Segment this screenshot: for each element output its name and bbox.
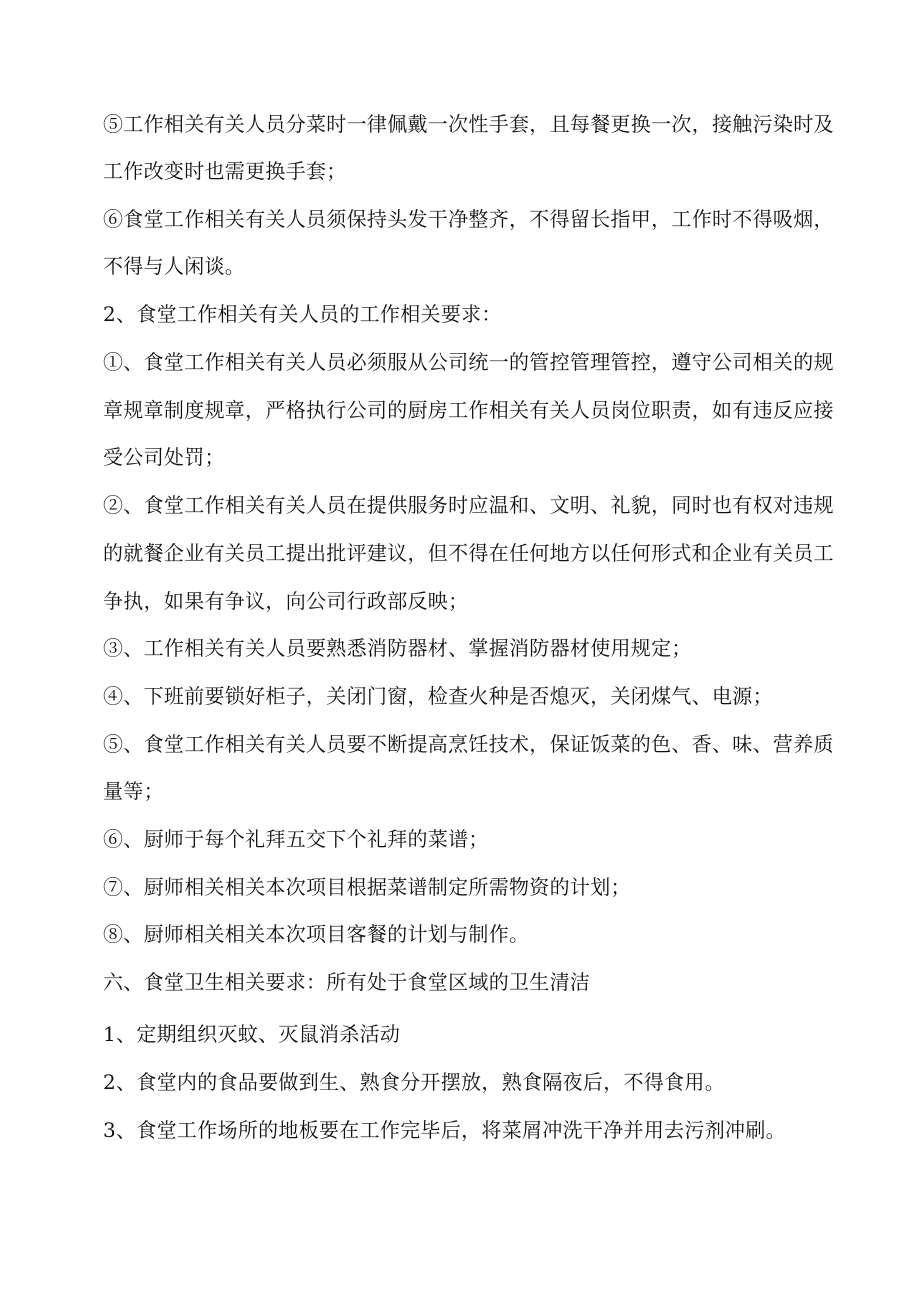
section-heading: 2、食堂工作相关有关人员的工作相关要求： xyxy=(103,302,502,326)
text-line: ④、下班前要锁好柜子，关闭门窗，检查火种是否熄灭，关闭煤气、电源； xyxy=(103,684,773,708)
text-line: ⑥、厨师于每个礼拜五交下个礼拜的菜谱； xyxy=(103,827,489,851)
text-line: 量等； xyxy=(103,779,164,803)
text-line: ②、食堂工作相关有关人员在提供服务时应温和、文明、礼貌，同时也有权对违规 xyxy=(103,493,834,517)
text-line: ⑤工作相关有关人员分菜时一律佩戴一次性手套，且每餐更换一次，接触污染时及 xyxy=(103,112,834,136)
text-line: ⑤、食堂工作相关有关人员要不断提高烹饪技术，保证饭菜的色、香、味、营养质 xyxy=(103,732,834,756)
text-line: 受公司处罚； xyxy=(103,445,225,469)
text-line: 2、食堂内的食品要做到生、熟食分开摆放，熟食隔夜后，不得食用。 xyxy=(103,1070,726,1094)
text-line: 3、食堂工作场所的地板要在工作完毕后，将菜屑冲洗干净并用去污剂冲刷。 xyxy=(103,1118,786,1142)
section-heading: 六、食堂卫生相关要求：所有处于食堂区域的卫生清洁 xyxy=(103,970,591,994)
text-line: 不得与人闲谈。 xyxy=(103,254,246,278)
text-line: 工作改变时也需更换手套； xyxy=(103,159,347,183)
text-line: ③、工作相关有关人员要熟悉消防器材、掌握消防器材使用规定； xyxy=(103,636,692,660)
text-line: 争执，如果有争议，向公司行政部反映； xyxy=(103,589,469,613)
text-line: ⑧、厨师相关相关本次项目客餐的计划与制作。 xyxy=(103,922,530,946)
text-line: ⑥食堂工作相关有关人员须保持头发干净整齐，不得留长指甲，工作时不得吸烟， xyxy=(103,207,834,231)
text-line: 1、定期组织灭蚊、灭鼠消杀活动 xyxy=(103,1022,401,1046)
text-line: ⑦、厨师相关相关本次项目根据菜谱制定所需物资的计划； xyxy=(103,875,631,899)
text-line: ①、食堂工作相关有关人员必须服从公司统一的管控管理管控，遵守公司相关的规 xyxy=(103,350,834,374)
text-line: 章规章制度规章，严格执行公司的厨房工作相关有关人员岗位职责，如有违反应接 xyxy=(103,398,834,422)
text-line: 的就餐企业有关员工提出批评建议，但不得在任何地方以任何形式和企业有关员工 xyxy=(103,541,834,565)
